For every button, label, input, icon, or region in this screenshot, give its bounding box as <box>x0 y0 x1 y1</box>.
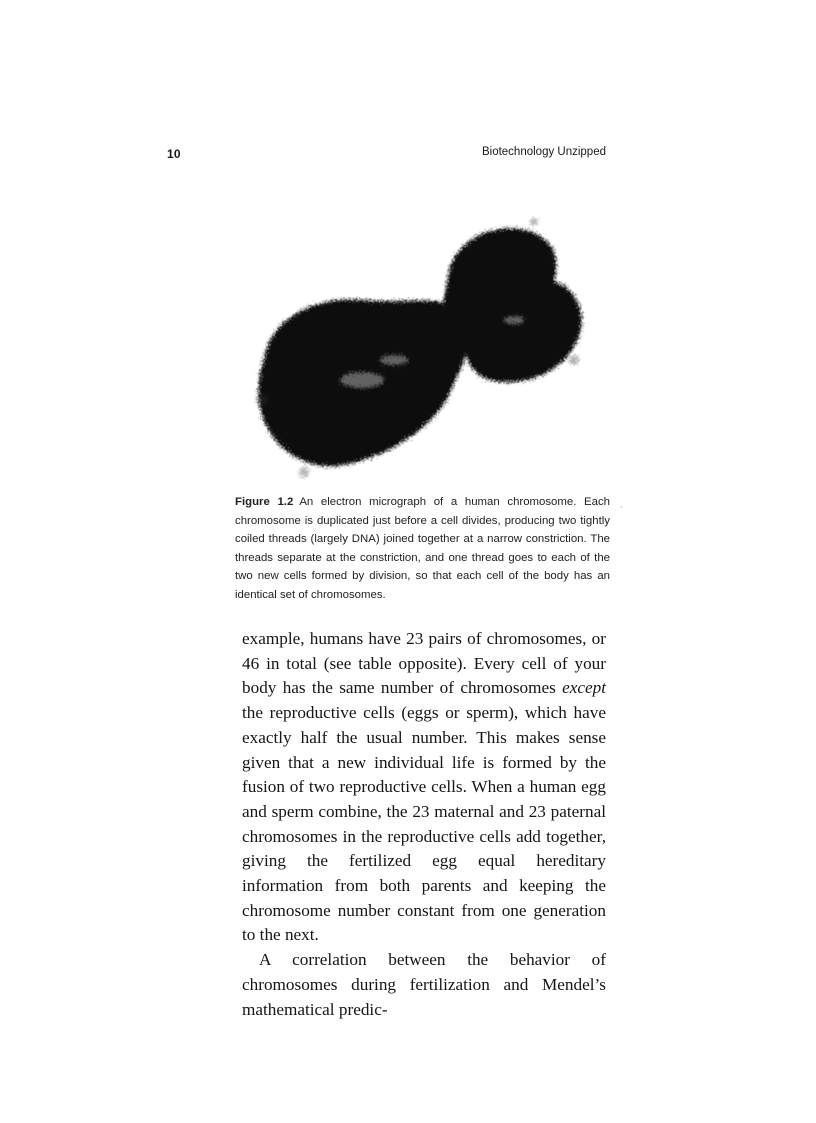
emphasis-except: except <box>562 678 606 698</box>
page-number: 10 <box>167 147 181 161</box>
paragraph-1-part-2: the reproductive cells (eggs or sperm), which have exactly half the usual number. This makes sense given that a new individual life is formed by the fusion of two reproductive cells. When a human egg and sperm combine, the 23 maternal and 23 paternal chromosomes in the reproductive cells add together, giving the fertilized egg equal hereditary information from both parents and keeping the chromosome number constant from one generation to the next. <box>242 703 606 945</box>
figure-label: Figure 1.2 <box>235 496 294 508</box>
paragraph-1 <box>242 627 606 948</box>
figure-caption <box>235 493 610 605</box>
chromosome-micrograph-image <box>244 210 594 485</box>
margin-mark: · <box>620 502 623 512</box>
paragraph-2: A correlation between the behavior of chromosomes during fertilization and Mendel’s mathematical predic- <box>242 950 606 1019</box>
paragraph-1-part-1: example, humans have 23 pairs of chromosomes, or 46 in total (see table opposite). Every cell of your body has the same number of chromosomes <box>242 629 606 698</box>
running-head: Biotechnology Unzipped <box>481 146 606 158</box>
figure-caption-text: An electron micrograph of a human chromosome. Each chromosome is duplicated just before a cell divides, producing two tightly coiled threads (largely DNA) joined together at a narrow constriction. The threads separate at the constriction, and one thread goes to each of the two new cells formed by division, so that each cell of the body has an identical set of chromosomes. <box>235 496 610 601</box>
chromosome-micrograph-icon <box>244 210 594 485</box>
body-text <box>242 627 606 1022</box>
